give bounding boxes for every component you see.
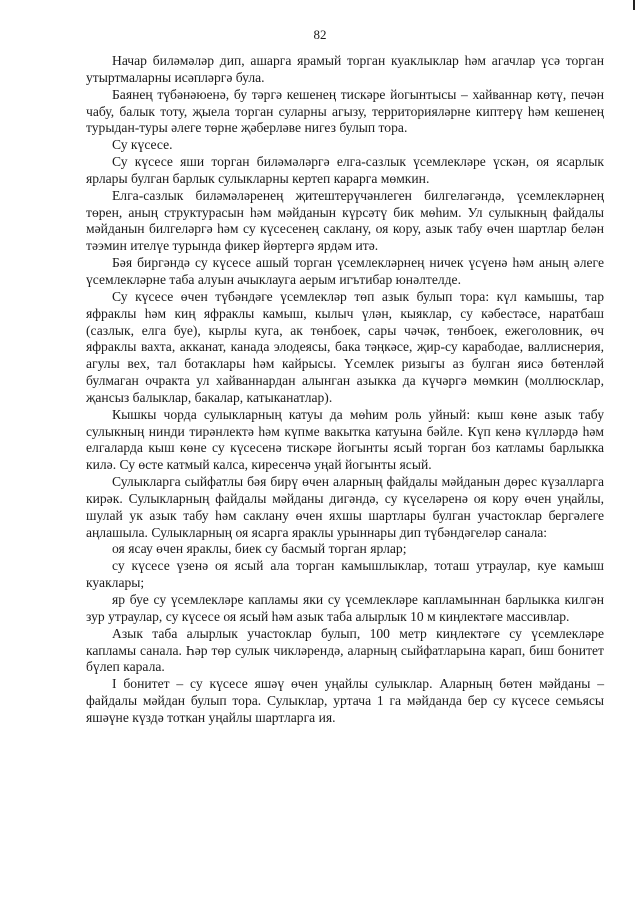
paragraph: Кышкы чорда сулыкларның катуы да мөһим роль уйный: кыш көне азык табу сулыкның нинди тирәнлектә һәм күпме вакытка катуына бәйле. Күп кенә күлләрдә һәм елгаларда кыш көне су күсесенә тискәре йогынты ясый торган боз катламы барлыкка килә. Су өсте катмый калса, киресенчә уңай йогынты ясый. [86, 406, 604, 473]
page-number: 82 [313, 27, 327, 42]
page-body [86, 53, 604, 727]
paragraph: Баянең түбәнәюенә, бу тәргә кешенең тискәре йогынтысы – хайваннар көтү, печән чабу, балык тоту, җыела торган суларны агызу, территорияләрне киптерү һәм кешенең турыдан-туры әлеге төрне җәберләве нигез булып тора. [86, 86, 604, 136]
paragraph: Су күсесе өчен түбәндәге үсемлекләр төп азык булып тора: күл камышы, тар яфраклы һәм киң яфраклы камыш, кылыч үлән, кыяклар, су кәбестәсе, наратбаш (сазлык, елга буе), кырлы куга, ак төнбоек, сары чәчәк, төнбоек, ежеголовник, өч яфраклы вахта, акканат, канада элодеясы, бака тәңкәсе, җир-су карабодае, валлиснерия, агулы вех, тал ботаклары һәм кайрысы. Үсемлек ризыгы аз булган яисә бөтенләй булмаган очракта ул хайваннардан алынган азыкка да күчәргә мөмкин (моллюсклар, җансыз балыклар, бакалар, катыканатлар). [86, 288, 604, 405]
paragraph: Сулыкларга сыйфатлы бәя бирү өчен аларның файдалы мәйданын дөрес күзалларга кирәк. Сулыкларның файдалы мәйданы дигәндә, су күселәренә оя кору өчен уңайлы, шулай ук азык табу һәм саклану өчен яхшы шартлары булган участоклар бергәлеге аңлашыла. Сулыкларның оя ясарга яраклы урыннары дип түбәндәгеләр санала: [86, 474, 604, 540]
scan-edge-mark [633, 0, 635, 10]
list-item: оя ясау өчен яраклы, биек су басмый торган ярлар; [112, 541, 407, 557]
paragraph: Бәя биргәндә су күсесе ашый торган үсемлекләрнең ничек үсүенә һәм аның әлеге үсемлекләрне таба алуын ачыклауга аерым игътибар юнәлтелде. [86, 255, 604, 287]
paragraph: Начар биләмәләр дип, ашарга ярамый торган куаклыклар һәм агачлар үсә торган утыртмаларны исәпләргә була. [86, 53, 604, 85]
section-heading: Су күсесе. [112, 137, 173, 153]
list-item: су күсесе үзенә оя ясый ала торган камышлыклар, тоташ утраулар, куе камыш куаклары; [86, 558, 604, 591]
paragraph: Азык таба алырлык участоклар булып, 100 метр киңлектәге су үсемлекләре капламы санала. Һәр төр сулык чикләрендә, аларның сыйфатларына карап, биш бонитет бүлеп карала. [86, 625, 604, 675]
paragraph: I бонитет – су күсесе яшәү өчен уңайлы сулыклар. Аларның бөтен мәйданы – файдалы мәйдан булып тора. Сулыклар, уртача 1 га мәйданда бер су күсесе семьясы яшәүне күздә тоткан уңайлы шартларга ия. [86, 676, 604, 725]
list-item: яр буе су үсемлекләре капламы яки су үсемлекләре капламыннан барлыкка килгән зур утраулар, су күсесе оя ясый һәм азык таба алырлык 10 м киңлектәге массивлар. [86, 592, 604, 624]
paragraph: Су күсесе яши торган биләмәләргә елга-сазлык үсемлекләре үскән, оя ясарлык ярлары булган барлык сулыкларны кертеп карарга мөмкин. [86, 154, 604, 186]
paragraph: Елга-сазлык биләмәләренең җитештерүчәнлеген билгеләгәндә, үсемлекләрнең төрен, аның структурасын һәм мәйданын күрсәтү бик мөһим. Ул сулыкның файдалы мәйданын билгеләргә һәм су күсесенең саклану, оя кору, азык табу өчен шартлар белән тәэмин ителүе турында фикер йөртергә ярдәм итә. [86, 187, 604, 254]
